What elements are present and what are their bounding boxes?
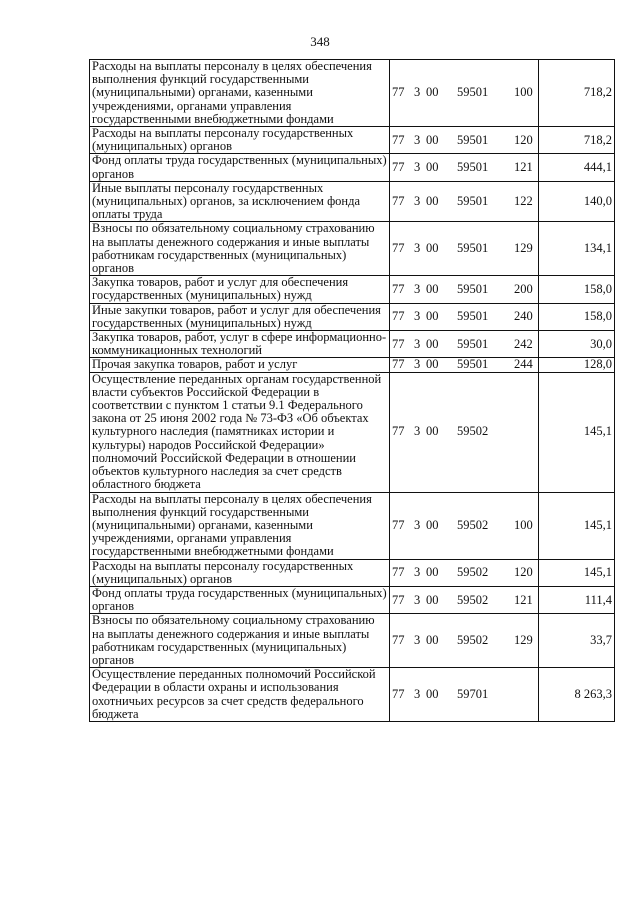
expense-type-code: 240 bbox=[512, 303, 539, 330]
code-program: 77 bbox=[392, 357, 405, 372]
amount: 33,7 bbox=[539, 614, 615, 668]
code-main-activity: 00 bbox=[426, 686, 439, 701]
code-program: 77 bbox=[392, 241, 405, 256]
code-direction: 59502 bbox=[457, 592, 489, 607]
expense-type-code: 122 bbox=[512, 181, 539, 222]
code-program: 77 bbox=[392, 424, 405, 439]
expense-type-code: 242 bbox=[512, 331, 539, 358]
target-article-code bbox=[390, 372, 513, 492]
expense-type-code: 129 bbox=[512, 222, 539, 276]
code-main-activity: 00 bbox=[426, 357, 439, 372]
expense-name: Иные закупки товаров, работ и услуг для обеспечения государственных (муниципальных) нужд bbox=[90, 303, 390, 330]
target-article-code bbox=[390, 303, 513, 330]
target-article-code bbox=[390, 492, 513, 559]
code-direction: 59501 bbox=[457, 132, 489, 147]
target-article-code bbox=[390, 181, 513, 222]
target-article-code bbox=[390, 60, 513, 127]
code-program: 77 bbox=[392, 336, 405, 351]
code-program: 77 bbox=[392, 194, 405, 209]
code-program: 77 bbox=[392, 309, 405, 324]
target-article-code bbox=[390, 358, 513, 372]
code-direction: 59501 bbox=[457, 281, 489, 296]
code-direction: 59501 bbox=[457, 85, 489, 100]
code-direction: 59501 bbox=[457, 309, 489, 324]
amount: 145,1 bbox=[539, 372, 615, 492]
table-row bbox=[90, 181, 615, 222]
code-main-activity: 00 bbox=[426, 633, 439, 648]
expense-name: Расходы на выплаты персоналу государственных (муниципальных) органов bbox=[90, 559, 390, 586]
code-subprogram: 3 bbox=[414, 686, 421, 701]
code-main-activity: 00 bbox=[426, 194, 439, 209]
code-direction: 59701 bbox=[457, 686, 489, 701]
code-program: 77 bbox=[392, 686, 405, 701]
table-row bbox=[90, 303, 615, 330]
expense-name: Иные выплаты персоналу государственных (муниципальных) органов, за исключением фонда оплаты труда bbox=[90, 181, 390, 222]
code-main-activity: 00 bbox=[426, 565, 439, 580]
table-row bbox=[90, 276, 615, 303]
expense-name: Расходы на выплаты персоналу в целях обеспечения выполнения функций государственными (муниципальными) органами, казенными учреждениями, органами управления государственными внебюджетными фондами bbox=[90, 492, 390, 559]
expense-name: Фонд оплаты труда государственных (муниципальных) органов bbox=[90, 586, 390, 613]
code-main-activity: 00 bbox=[426, 132, 439, 147]
amount: 8 263,3 bbox=[539, 668, 615, 722]
code-direction: 59501 bbox=[457, 336, 489, 351]
amount: 140,0 bbox=[539, 181, 615, 222]
amount: 158,0 bbox=[539, 303, 615, 330]
code-subprogram: 3 bbox=[414, 132, 421, 147]
amount: 145,1 bbox=[539, 492, 615, 559]
expense-type-code: 244 bbox=[512, 358, 539, 372]
expense-type-code: 200 bbox=[512, 276, 539, 303]
code-program: 77 bbox=[392, 160, 405, 175]
budget-table bbox=[89, 59, 615, 722]
expense-type-code: 100 bbox=[512, 492, 539, 559]
code-direction: 59502 bbox=[457, 517, 489, 532]
expense-type-code: 120 bbox=[512, 127, 539, 154]
budget-table-body bbox=[90, 60, 615, 722]
code-subprogram: 3 bbox=[414, 357, 421, 372]
code-direction: 59501 bbox=[457, 160, 489, 175]
target-article-code bbox=[390, 222, 513, 276]
amount: 718,2 bbox=[539, 127, 615, 154]
code-program: 77 bbox=[392, 633, 405, 648]
page-number: 348 bbox=[310, 34, 330, 49]
table-row bbox=[90, 154, 615, 181]
code-subprogram: 3 bbox=[414, 565, 421, 580]
code-subprogram: 3 bbox=[414, 160, 421, 175]
code-direction: 59502 bbox=[457, 424, 489, 439]
table-row bbox=[90, 372, 615, 492]
code-subprogram: 3 bbox=[414, 592, 421, 607]
code-subprogram: 3 bbox=[414, 309, 421, 324]
table-row bbox=[90, 222, 615, 276]
code-direction: 59502 bbox=[457, 565, 489, 580]
table-row bbox=[90, 586, 615, 613]
expense-name: Прочая закупка товаров, работ и услуг bbox=[90, 358, 390, 372]
code-subprogram: 3 bbox=[414, 241, 421, 256]
target-article-code bbox=[390, 559, 513, 586]
expense-name: Расходы на выплаты персоналу в целях обеспечения выполнения функций государственными (муниципальными) органами, казенными учреждениями, органами управления государственными внебюджетными фондами bbox=[90, 60, 390, 127]
table-row bbox=[90, 331, 615, 358]
code-main-activity: 00 bbox=[426, 592, 439, 607]
code-program: 77 bbox=[392, 592, 405, 607]
code-subprogram: 3 bbox=[414, 633, 421, 648]
table-row bbox=[90, 668, 615, 722]
expense-type-code: 129 bbox=[512, 614, 539, 668]
expense-name: Взносы по обязательному социальному страхованию на выплаты денежного содержания и иные выплаты работникам государственных (муниципальных) органов bbox=[90, 222, 390, 276]
code-program: 77 bbox=[392, 132, 405, 147]
expense-type-code bbox=[512, 668, 539, 722]
code-subprogram: 3 bbox=[414, 336, 421, 351]
code-subprogram: 3 bbox=[414, 194, 421, 209]
expense-type-code: 121 bbox=[512, 586, 539, 613]
code-direction: 59501 bbox=[457, 194, 489, 209]
expense-name: Фонд оплаты труда государственных (муниципальных) органов bbox=[90, 154, 390, 181]
code-direction: 59501 bbox=[457, 241, 489, 256]
table-row bbox=[90, 127, 615, 154]
target-article-code bbox=[390, 276, 513, 303]
amount: 444,1 bbox=[539, 154, 615, 181]
code-main-activity: 00 bbox=[426, 85, 439, 100]
target-article-code bbox=[390, 668, 513, 722]
code-main-activity: 00 bbox=[426, 160, 439, 175]
expense-name: Осуществление переданных органам государственной власти субъектов Российской Федерации в соответствии с пунктом 1 статьи 9.1 Федерального закона от 25 июня 2002 года № 73-ФЗ «Об объектах культурного наследия (памятниках истории и культуры) народов Российской Федерации» полномочий Российской Федерации в отношении объектов культурного наследия за счет средств областного бюджета bbox=[90, 372, 390, 492]
table-row bbox=[90, 60, 615, 127]
code-subprogram: 3 bbox=[414, 281, 421, 296]
table-row bbox=[90, 358, 615, 372]
code-main-activity: 00 bbox=[426, 281, 439, 296]
expense-type-code: 100 bbox=[512, 60, 539, 127]
amount: 128,0 bbox=[539, 358, 615, 372]
code-direction: 59502 bbox=[457, 633, 489, 648]
amount: 30,0 bbox=[539, 331, 615, 358]
code-main-activity: 00 bbox=[426, 336, 439, 351]
code-program: 77 bbox=[392, 85, 405, 100]
code-subprogram: 3 bbox=[414, 517, 421, 532]
code-program: 77 bbox=[392, 281, 405, 296]
expense-type-code bbox=[512, 372, 539, 492]
code-main-activity: 00 bbox=[426, 241, 439, 256]
target-article-code bbox=[390, 614, 513, 668]
table-row bbox=[90, 614, 615, 668]
code-main-activity: 00 bbox=[426, 309, 439, 324]
target-article-code bbox=[390, 127, 513, 154]
expense-name: Закупка товаров, работ, услуг в сфере информационно-коммуникационных технологий bbox=[90, 331, 390, 358]
amount: 718,2 bbox=[539, 60, 615, 127]
expense-name: Осуществление переданных полномочий Российской Федерации в области охраны и использования охотничьих ресурсов за счет средств федерального бюджета bbox=[90, 668, 390, 722]
expense-type-code: 120 bbox=[512, 559, 539, 586]
target-article-code bbox=[390, 154, 513, 181]
code-program: 77 bbox=[392, 517, 405, 532]
table-row bbox=[90, 559, 615, 586]
amount: 111,4 bbox=[539, 586, 615, 613]
code-subprogram: 3 bbox=[414, 85, 421, 100]
expense-type-code: 121 bbox=[512, 154, 539, 181]
target-article-code bbox=[390, 331, 513, 358]
amount: 158,0 bbox=[539, 276, 615, 303]
table-row bbox=[90, 492, 615, 559]
amount: 145,1 bbox=[539, 559, 615, 586]
code-main-activity: 00 bbox=[426, 517, 439, 532]
code-direction: 59501 bbox=[457, 357, 489, 372]
expense-name: Расходы на выплаты персоналу государственных (муниципальных) органов bbox=[90, 127, 390, 154]
code-main-activity: 00 bbox=[426, 424, 439, 439]
code-program: 77 bbox=[392, 565, 405, 580]
target-article-code bbox=[390, 586, 513, 613]
expense-name: Взносы по обязательному социальному страхованию на выплаты денежного содержания и иные выплаты работникам государственных (муниципальных) органов bbox=[90, 614, 390, 668]
expense-name: Закупка товаров, работ и услуг для обеспечения государственных (муниципальных) нужд bbox=[90, 276, 390, 303]
amount: 134,1 bbox=[539, 222, 615, 276]
code-subprogram: 3 bbox=[414, 424, 421, 439]
